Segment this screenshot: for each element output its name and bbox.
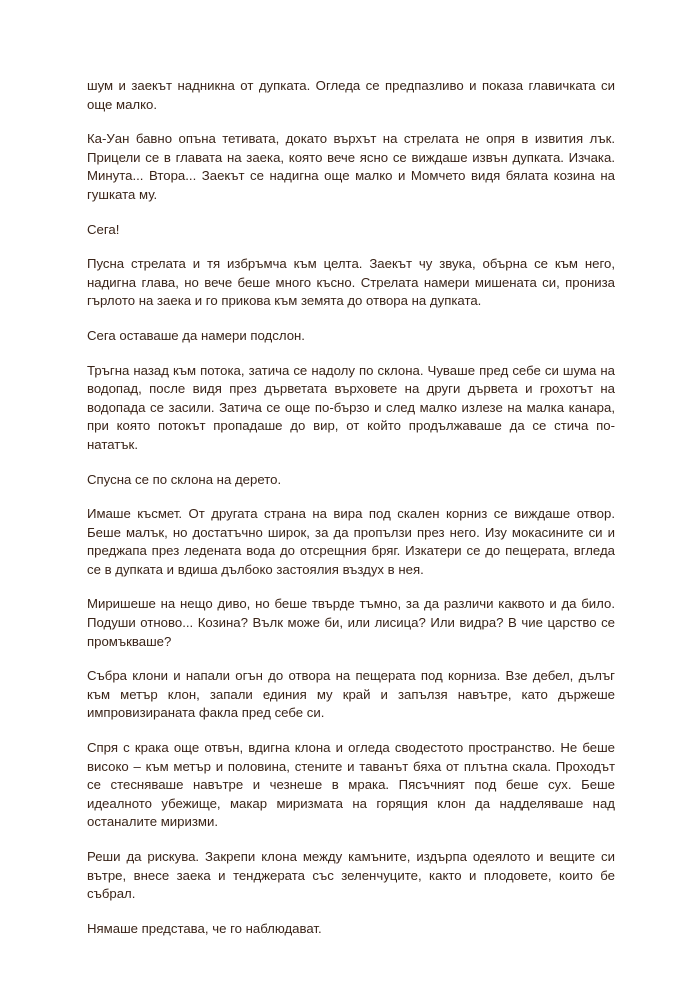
paragraph-5: Сега оставаше да намери подслон.	[87, 327, 305, 343]
paragraph-6: Тръгна назад към потока, затича се надолу по склона. Чуваше пред себе си шума на водопад, после видя през дърветата върховете на други дървета и грохотът на водопада се засили. Затича се още по-бързо и след малко излезе на малка канара, при която потокът пропадаше до вир, от който продължаваше да се стича по-нататък.	[87, 362, 615, 452]
paragraph-2: Ка-Уан бавно опъна тетивата, докато върхът на стрелата не опря в извития лък. Прицели се в главата на заека, която вече ясно се виждаше извън дупката. Изчака. Минута... Втора... Заекът се надигна още малко и Момчето видя бялата козина на гушката му.	[87, 131, 615, 202]
paragraph-11: Спря с крака още отвън, вдигна клона и огледа сводестото пространство. Не беше високо – към метър и половина, стените и таванът бяха от плътна скала. Проходът се стесняваше навътре и чезнеше в мрака. Пясъчният под беше сух. Беше идеалното убежище, макар миризмата на горящия клон да надделяваше над останалите миризми.	[87, 740, 615, 830]
document-body	[87, 77, 615, 954]
paragraph-9: Миришеше на нещо диво, но беше твърде тъмно, за да различи каквото и да било. Подуши отново... Козина? Вълк може би, или лисица? Или видра? В чие царство се промъкваше?	[87, 596, 615, 649]
paragraph-12: Реши да рискува. Закрепи клона между камъните, издърпа одеялото и вещите си вътре, внесе заека и тенджерата със зеленчуците, както и плодовете, които бе събрал.	[87, 849, 615, 902]
paragraph-13: Нямаше представа, че го наблюдават.	[87, 920, 322, 936]
paragraph-1: шум и заекът надникна от дупката. Огледа се предпазливо и показа главичката си още малко.	[87, 78, 615, 112]
paragraph-8: Имаше късмет. От другата страна на вира под скален корниз се виждаше отвор. Беше малък, но достатъчно широк, за да пропълзи през него. Изу мокасините си и преджапа през ледената вода до отсрещния бряг. Изкатери се до пещерата, вгледа се в дупката и вдиша дълбоко застоялия въздух в нея.	[87, 506, 615, 577]
paragraph-4: Пусна стрелата и тя избръмча към целта. Заекът чу звука, обърна се към него, надигна глава, но вече беше много късно. Стрелата намери мишената си, прониза гърлото на заека и го прикова към земята до отвора на дупката.	[87, 256, 615, 309]
paragraph-3: Сега!	[87, 221, 120, 237]
paragraph-7: Спусна се по склона на дерето.	[87, 471, 282, 487]
paragraph-10: Събра клони и напали огън до отвора на пещерата под корниза. Взе дебел, дълъг към метър клон, запали единия му край и запълзя навътре, като държеше импровизираната факла пред себе си.	[87, 668, 615, 721]
